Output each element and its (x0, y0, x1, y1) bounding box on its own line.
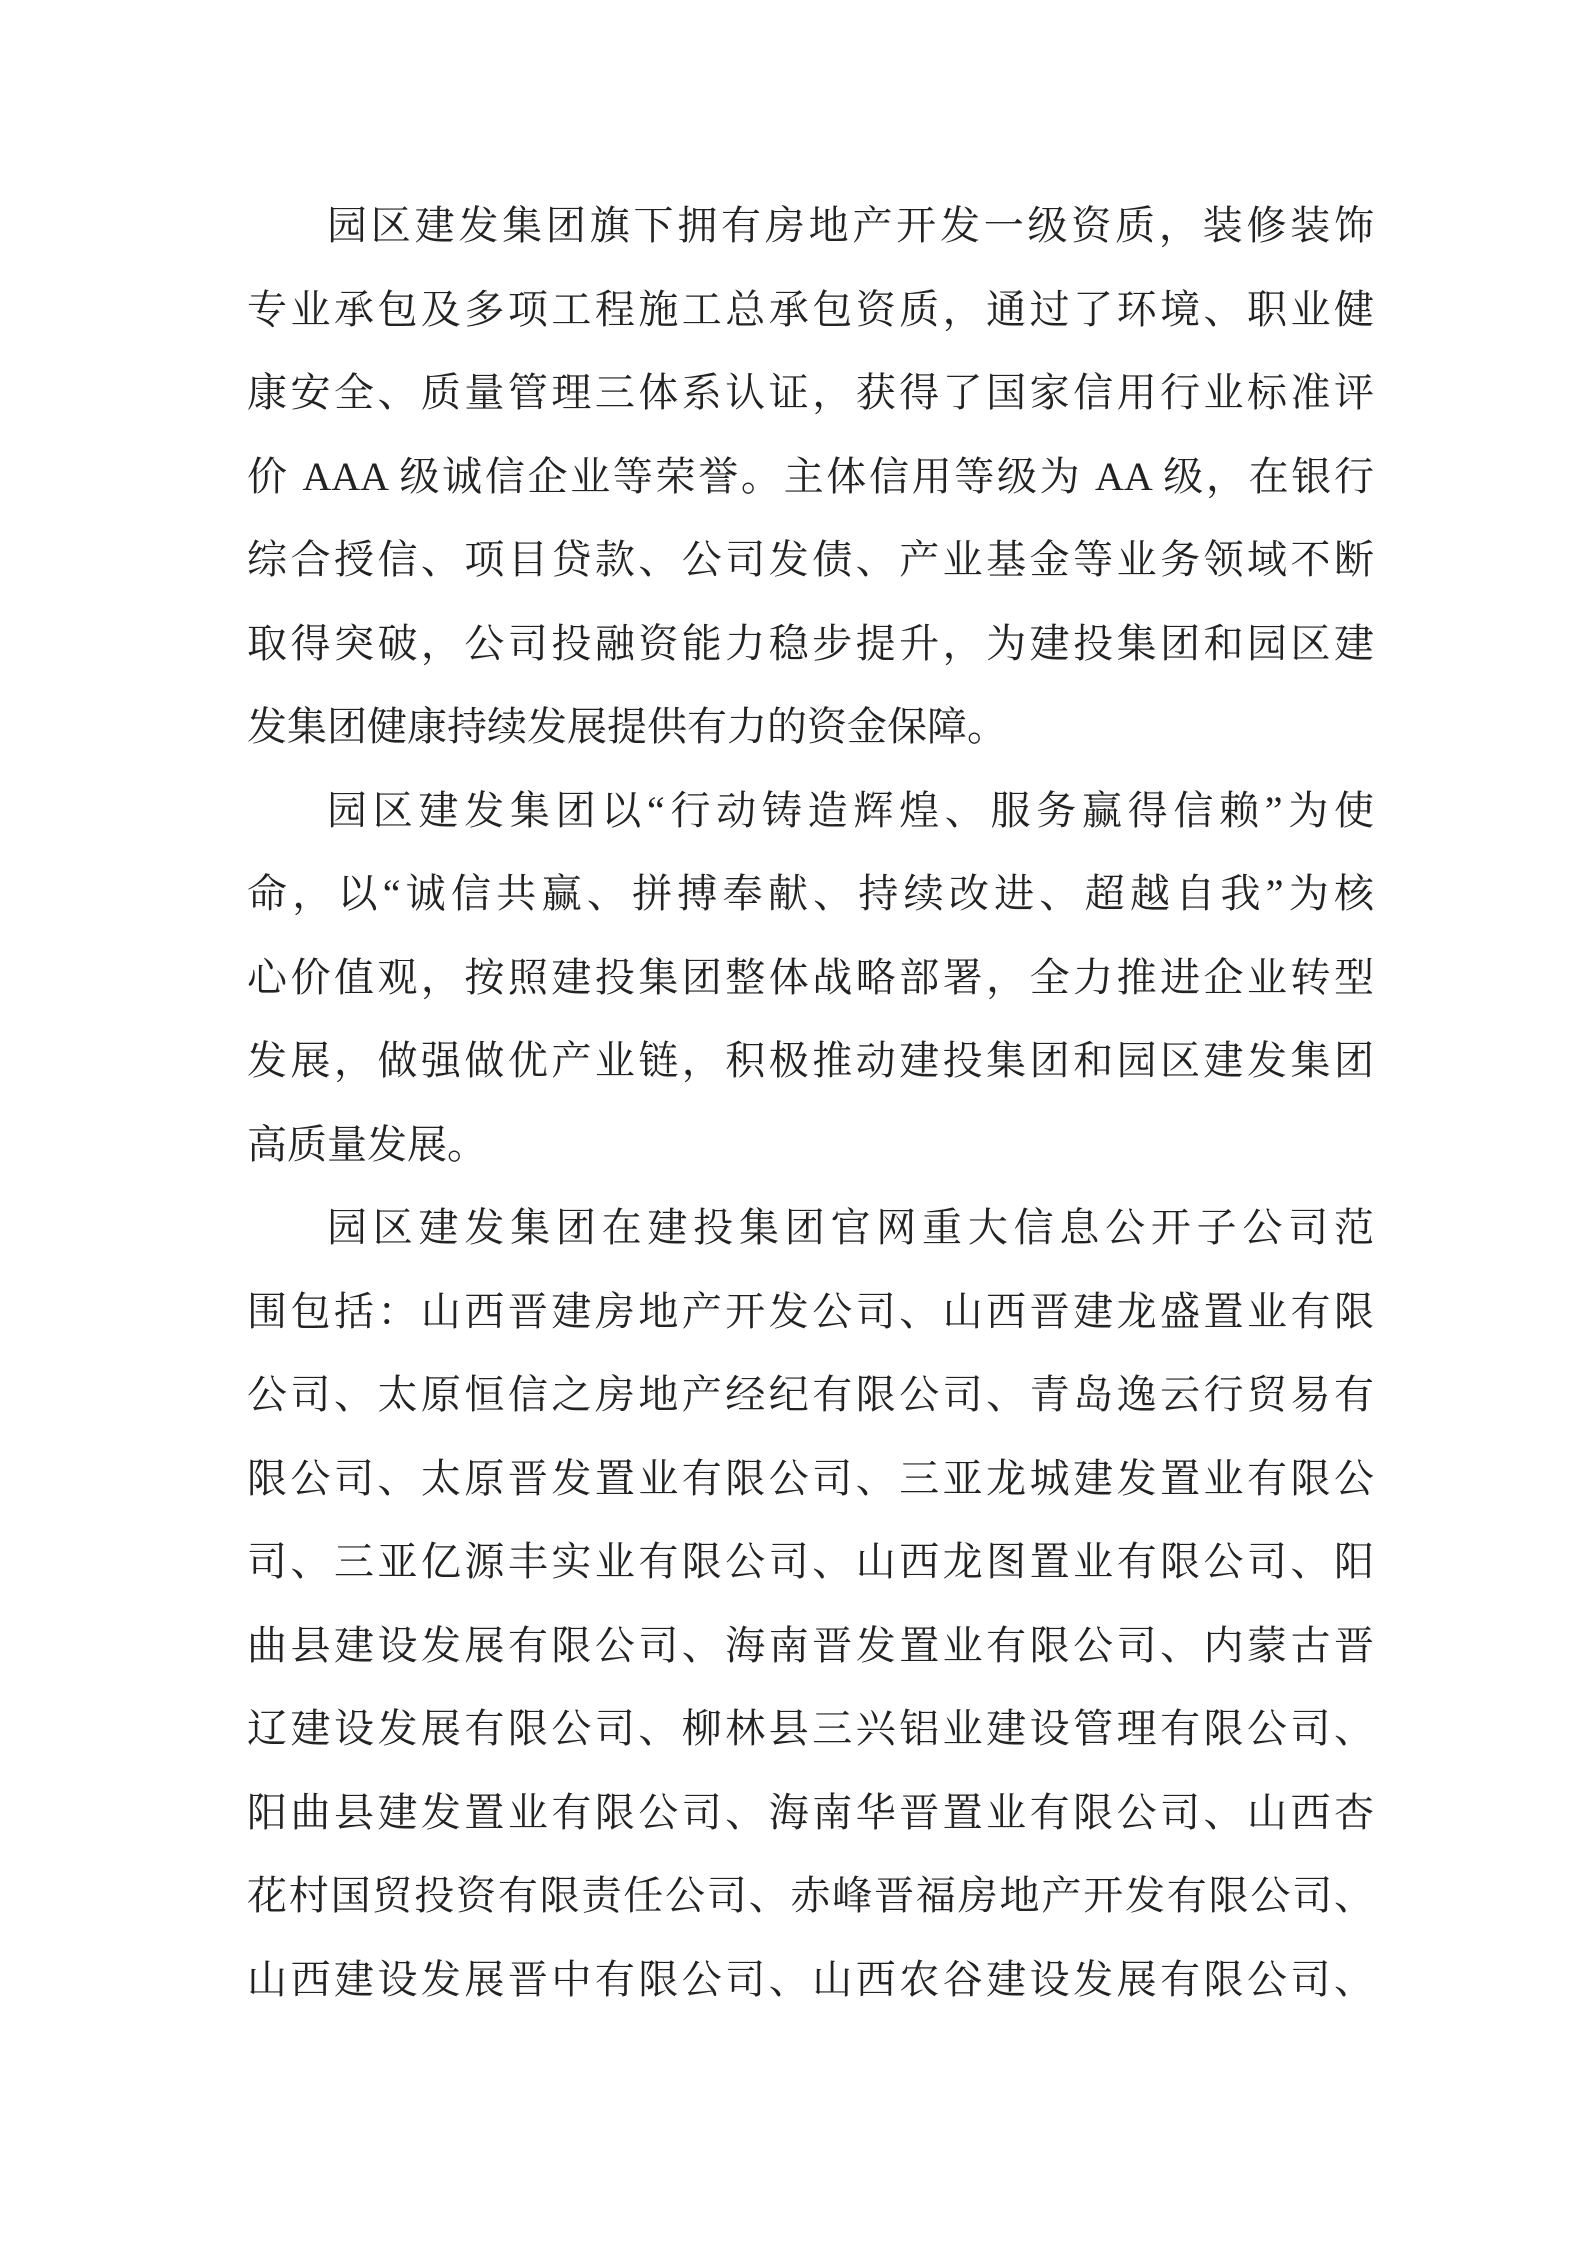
text-line: 园区建发集团以“行动铸造辉煌、服务赢得信赖”为使 (327, 787, 1374, 833)
paragraph (247, 1186, 1374, 2021)
text-line: 公司、太原恒信之房地产经纪有限公司、青岛逸云行贸易有 (247, 1372, 1374, 1417)
text-line: 园区建发集团在建投集团官网重大信息公开子公司范 (327, 1205, 1374, 1250)
text-line: 发展，做强做优产业链，积极推动建投集团和园区建发集团 (247, 1038, 1374, 1083)
text-line: 心价值观，按照建投集团整体战略部署，全力推进企业转型 (247, 954, 1374, 1000)
text-line: 康安全、质量管理三体系认证，获得了国家信用行业标准评 (247, 370, 1374, 415)
text-line: 发集团健康持续发展提供有力的资金保障。 (247, 704, 1007, 749)
paragraph (247, 184, 1374, 769)
text-line: 阳曲县建发置业有限公司、海南华晋置业有限公司、山西杏 (247, 1789, 1374, 1835)
paragraph (247, 769, 1374, 1187)
text-line: 司、三亚亿源丰实业有限公司、山西龙图置业有限公司、阳 (247, 1539, 1374, 1584)
text-line: 价 AAA 级诚信企业等荣誉。主体信用等级为 AA 级，在银行 (247, 453, 1374, 499)
text-line: 取得突破，公司投融资能力稳步提升，为建投集团和园区建 (247, 620, 1374, 666)
text-line: 专业承包及多项工程施工总承包资质，通过了环境、职业健 (247, 286, 1374, 332)
text-line: 综合授信、项目贷款、公司发债、产业基金等业务领域不断 (247, 537, 1374, 582)
text-line: 山西建设发展晋中有限公司、山西农谷建设发展有限公司、 (247, 1956, 1374, 2002)
text-line: 限公司、太原晋发置业有限公司、三亚龙城建发置业有限公 (247, 1455, 1374, 1501)
text-line: 辽建设发展有限公司、柳林县三兴铝业建设管理有限公司、 (247, 1706, 1374, 1751)
text-line: 高质量发展。 (247, 1121, 487, 1167)
text-line: 命，以“诚信共赢、拼搏奉献、持续改进、超越自我”为核 (247, 871, 1374, 916)
document-body (247, 184, 1374, 2021)
text-line: 围包括：山西晋建房地产开发公司、山西晋建龙盛置业有限 (247, 1288, 1374, 1334)
text-line: 曲县建设发展有限公司、海南晋发置业有限公司、内蒙古晋 (247, 1622, 1374, 1668)
text-line: 花村国贸投资有限责任公司、赤峰晋福房地产开发有限公司、 (247, 1873, 1374, 1918)
text-line: 园区建发集团旗下拥有房地产开发一级资质，装修装饰 (327, 203, 1374, 248)
